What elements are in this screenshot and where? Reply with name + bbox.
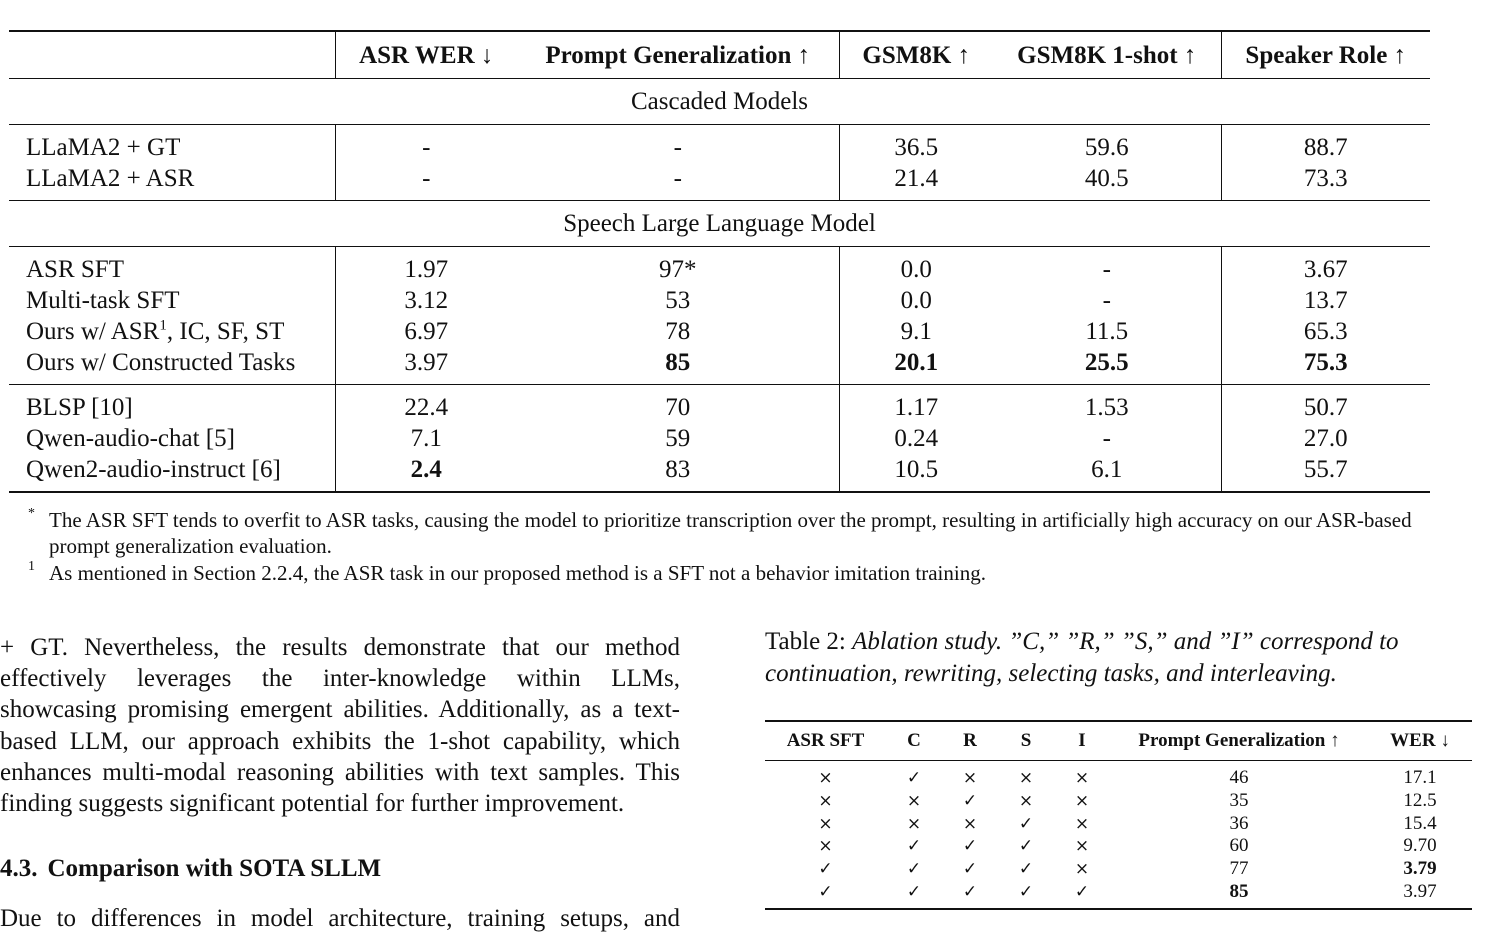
header-cell: Speaker Role ↑ — [1221, 31, 1430, 79]
mark-cell: ✓ — [906, 859, 922, 880]
header-cell: R — [942, 721, 998, 761]
footnote-mark: * — [28, 506, 35, 521]
mark-cell: × — [1018, 768, 1034, 788]
cell: 53 — [665, 287, 691, 314]
cell: 0.0 — [839, 247, 993, 286]
table-footnote — [28, 560, 1439, 586]
table-header-row — [9, 31, 1430, 79]
cell: 50.7 — [1221, 385, 1430, 424]
cell: 17.1 — [1403, 767, 1437, 788]
mark-cell: × — [1074, 836, 1090, 857]
mark-cell: ✓ — [765, 881, 886, 909]
table-row — [9, 163, 1430, 201]
table-caption — [765, 626, 1465, 690]
cell: 88.7 — [1221, 125, 1430, 164]
footnote-mark: 1 — [28, 559, 35, 574]
mark-cell: × — [906, 813, 922, 834]
cell: 36.5 — [839, 125, 993, 164]
cell: 36 — [1229, 812, 1249, 834]
row-name-part: Ours w/ ASR — [26, 318, 160, 345]
mark-cell: × — [962, 813, 978, 834]
row-name: Qwen2-audio-instruct [6] — [9, 454, 335, 492]
cell: 3.97 — [335, 347, 517, 385]
mark-cell: ✓ — [1018, 813, 1034, 834]
footnote-text: As mentioned in Section 2.2.4, the ASR task in our proposed method is a SFT not a behavior imitation training. — [49, 561, 986, 585]
header-cell: GSM8K ↑ — [839, 31, 993, 79]
table-row — [765, 858, 1472, 881]
body-paragraph — [0, 632, 680, 819]
cell: 9.1 — [839, 316, 993, 347]
cell: 7.1 — [335, 423, 517, 454]
header-cell: ASR WER ↓ — [335, 31, 517, 79]
cell: 0.0 — [839, 285, 993, 316]
header-cell: C — [886, 721, 942, 761]
body-paragraph — [0, 903, 680, 934]
section-heading-row — [9, 79, 1430, 125]
cell: 46 — [1229, 767, 1249, 788]
section-heading — [0, 855, 381, 883]
section-title: Cascaded Models — [9, 79, 1430, 125]
section-title: Comparison with SOTA SLLM — [47, 855, 382, 882]
table-row — [9, 316, 1430, 347]
row-name: ASR SFT — [9, 247, 335, 286]
row-name: LLaMA2 + GT — [9, 125, 335, 164]
table-row — [9, 347, 1430, 385]
cell: 22.4 — [335, 385, 517, 424]
row-name-part: , IC, SF, ST — [166, 318, 285, 345]
cell: 20.1 — [839, 347, 993, 385]
table-row — [765, 761, 1472, 790]
header-cell: ASR SFT — [765, 721, 886, 761]
table-row — [9, 247, 1430, 286]
cell: 83 — [517, 454, 839, 492]
mark-cell: × — [962, 768, 978, 788]
cell: 1.17 — [839, 385, 993, 424]
cell: 15.4 — [1403, 812, 1437, 834]
results-table — [9, 30, 1430, 493]
table-row — [9, 454, 1430, 492]
header-cell: I — [1054, 721, 1110, 761]
mark-cell: ✓ — [886, 881, 942, 909]
mark-cell: ✓ — [962, 790, 978, 811]
cell: 70 — [517, 385, 839, 424]
cell: - — [1102, 287, 1111, 314]
mark-cell: ✓ — [962, 859, 978, 880]
cell: 97* — [517, 247, 839, 286]
mark-cell: × — [1074, 790, 1090, 811]
table-row — [9, 423, 1430, 454]
cell: - — [335, 125, 517, 164]
header-cell — [9, 31, 335, 79]
row-name — [9, 316, 335, 347]
cell: 21.4 — [839, 163, 993, 201]
ablation-table — [765, 720, 1472, 910]
cell: 73.3 — [1221, 163, 1430, 201]
table-row — [9, 125, 1430, 164]
cell: 9.70 — [1403, 835, 1437, 857]
cell: 60 — [1229, 835, 1249, 857]
table-row — [9, 385, 1430, 424]
cell: 6.97 — [335, 316, 517, 347]
cell: - — [335, 163, 517, 201]
section-number: 4.3. — [0, 855, 38, 882]
table-row — [765, 813, 1472, 836]
cell: 27.0 — [1221, 423, 1430, 454]
mark-cell: ✓ — [1018, 836, 1034, 857]
cell: - — [673, 165, 682, 192]
row-name: Ours w/ Constructed Tasks — [26, 349, 296, 376]
cell: 12.5 — [1403, 789, 1437, 811]
header-cell: S — [998, 721, 1054, 761]
mark-cell: ✓ — [998, 881, 1054, 909]
cell: 3.67 — [1221, 247, 1430, 286]
cell: - — [993, 247, 1221, 286]
table-row — [765, 790, 1472, 813]
cell: 35 — [1229, 789, 1249, 811]
caption-label: Table 2: — [765, 628, 846, 655]
table-row — [765, 881, 1472, 909]
mark-cell: × — [1074, 768, 1090, 788]
cell: 85 — [665, 349, 691, 376]
row-name: LLaMA2 + ASR — [26, 165, 195, 192]
footnote-text: The ASR SFT tends to overfit to ASR tasks, causing the model to prioritize transcription over the prompt, resulting in artificially high accuracy on our ASR-based prompt generalization evaluation. — [49, 508, 1412, 558]
cell: 40.5 — [1084, 165, 1129, 192]
mark-cell: ✓ — [942, 881, 998, 909]
cell: 65.3 — [1221, 316, 1430, 347]
paragraph-text: Due to differences in model architecture, training setups, and — [0, 905, 680, 932]
cell: 3.12 — [335, 285, 517, 316]
mark-cell: × — [1018, 790, 1034, 811]
row-name: Multi-task SFT — [26, 287, 180, 314]
cell: 2.4 — [335, 454, 517, 492]
cell: - — [517, 125, 839, 164]
mark-cell: × — [818, 813, 833, 834]
cell: 6.1 — [993, 454, 1221, 492]
cell: 10.5 — [839, 454, 993, 492]
row-name: Qwen-audio-chat [5] — [26, 425, 235, 452]
mark-cell: × — [818, 790, 833, 811]
footnote-marker: 1 — [159, 317, 167, 334]
mark-cell: ✓ — [818, 859, 833, 880]
cell: 25.5 — [1084, 349, 1129, 376]
mark-cell: ✓ — [962, 836, 978, 857]
cell: 3.97 — [1368, 881, 1472, 909]
mark-cell: ✓ — [1018, 859, 1034, 880]
cell: 1.53 — [993, 385, 1221, 424]
caption-text: Ablation study. ”C,” ”R,” ”S,” and ”I” correspond to continuation, rewriting, selecting tasks, and interleaving. — [765, 628, 1399, 687]
cell: 78 — [665, 318, 691, 345]
table-header-row — [765, 721, 1472, 761]
header-cell: GSM8K 1-shot ↑ — [993, 31, 1221, 79]
cell: 77 — [1229, 858, 1249, 880]
paragraph-text: + GT. Nevertheless, the results demonstrate that our method effectively leverages the inter-knowledge within LLMs, showcasing promising emergent abilities. Additionally, as a text-based LLM, our approach exhibits the 1-shot capability, which enhances multi-modal reasoning abilities with text samples. This finding suggests significant potential for further improvement. — [0, 634, 680, 818]
table-row — [9, 285, 1430, 316]
cell: 55.7 — [1221, 454, 1430, 492]
mark-cell: × — [906, 790, 922, 811]
cell: 75.3 — [1221, 347, 1430, 385]
cell: 3.79 — [1403, 858, 1437, 880]
mark-cell: × — [1074, 813, 1090, 834]
mark-cell: × — [818, 768, 833, 788]
cell: 0.24 — [839, 423, 993, 454]
section-title: Speech Large Language Model — [9, 201, 1430, 247]
cell: 1.97 — [335, 247, 517, 286]
mark-cell: ✓ — [906, 836, 922, 857]
mark-cell: ✓ — [1054, 881, 1110, 909]
mark-cell: ✓ — [906, 768, 922, 788]
cell: 59 — [665, 425, 691, 452]
cell: 85 — [1110, 881, 1368, 909]
cell: 59.6 — [993, 125, 1221, 164]
cell: 13.7 — [1221, 285, 1430, 316]
header-cell: WER ↓ — [1368, 721, 1472, 761]
cell: - — [1102, 425, 1111, 452]
row-name: BLSP [10] — [9, 385, 335, 424]
table-row — [765, 835, 1472, 858]
mark-cell: × — [1074, 859, 1090, 880]
header-cell: Prompt Generalization ↑ — [517, 31, 839, 79]
table-footnote — [28, 507, 1439, 559]
mark-cell: × — [818, 836, 833, 857]
cell: 11.5 — [1085, 318, 1129, 345]
section-heading-row — [9, 201, 1430, 247]
header-cell: Prompt Generalization ↑ — [1110, 721, 1368, 761]
